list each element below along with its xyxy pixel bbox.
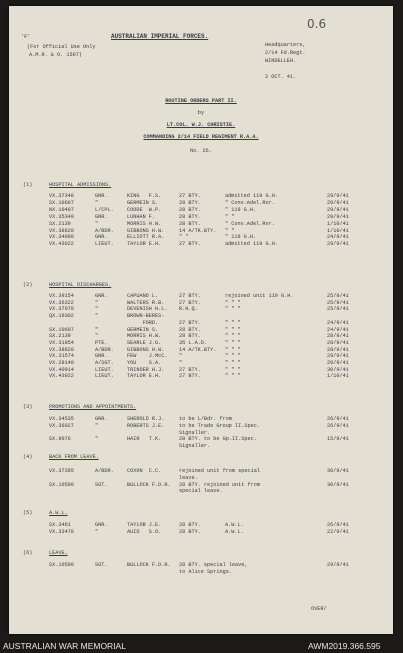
entry-no: VX.40914	[49, 366, 74, 373]
entry-unit: R.H.Q.	[179, 306, 198, 313]
entry-note: " " "	[225, 353, 241, 360]
entry-unit: 14 A/TK.BTY.	[179, 227, 217, 234]
entry-text: Signaller.	[179, 443, 211, 450]
entry-row	[9, 468, 393, 474]
entry-unit: 28 BTY.	[179, 206, 201, 213]
section-heading: PROMOTIONS AND APPOINTMENTS.	[49, 404, 137, 410]
entry-no: SX.2139	[49, 220, 71, 227]
section-heading: BACK FROM LEAVE.	[49, 454, 99, 460]
entry-date: 26/9/41	[327, 416, 349, 422]
entry-name: TAYLOR E.H.	[127, 373, 162, 380]
entry-text: to be L/Bdr. from	[179, 416, 232, 422]
entry-no: VX.31954	[49, 339, 74, 346]
entry-row	[9, 207, 393, 213]
entry-note: " " "	[225, 346, 241, 353]
entry-no: SX.10607	[49, 326, 74, 333]
entry-text: to Alice Springs.	[179, 569, 232, 576]
hq-line-3: WINDELLEH.	[265, 58, 297, 64]
archive-footer	[0, 639, 403, 653]
entry-row	[9, 293, 393, 299]
entry-no: VX.35349	[49, 213, 74, 220]
hq-line-2: 2/14 Fd.Regt.	[265, 50, 306, 56]
entry-rank: "	[95, 199, 99, 206]
entry-name: ELLIOTT R.A.	[127, 234, 165, 241]
entry-name: COXON C.C.	[127, 468, 162, 474]
entry-row	[9, 522, 393, 528]
entry-note: A.W.L.	[225, 522, 244, 528]
entry-rank: A/BDR.	[95, 346, 114, 353]
entry-unit: 28 BTY.	[179, 199, 201, 206]
entry-rank: GNR.	[95, 293, 108, 299]
entry-rank: "	[95, 313, 99, 320]
entry-row	[9, 416, 393, 422]
entry-date: 30/9/41	[327, 468, 349, 474]
entry-no: QX.19302	[49, 313, 74, 320]
entry-name: GERMEIN S.	[127, 199, 159, 206]
entry-no: NX.10407	[49, 206, 74, 213]
entry-date: 29/9/41	[327, 213, 349, 220]
entry-row	[9, 430, 393, 436]
entry-note: " " "	[225, 360, 241, 366]
entry-no: VX.39154	[49, 293, 74, 299]
entry-name: KING F.S.	[127, 193, 162, 199]
entry-row	[9, 306, 393, 312]
entry-text: 28 BTY. rejoined unit from	[179, 481, 260, 488]
entry-date: 26/9/41	[327, 422, 349, 429]
entry-rank: "	[95, 326, 99, 333]
entry-text: leave.	[179, 474, 198, 481]
entry-name: DEVENISH H.L.	[127, 306, 168, 313]
entry-note: rejoined unit 119 G.H.	[225, 293, 294, 299]
entry-date: 30/9/41	[327, 366, 349, 373]
entry-no: SX.9076	[49, 436, 71, 443]
entry-date: 1/10/41	[327, 227, 349, 234]
entry-rank: GNR.	[95, 213, 108, 220]
entry-unit: 27 BTY.	[179, 241, 201, 248]
section-heading: HOSPITAL DISCHARGES.	[49, 282, 112, 288]
entry-row	[9, 234, 393, 240]
entry-row	[9, 228, 393, 234]
entry-name: TAYLOR E.H.	[127, 241, 162, 248]
entry-unit: " "	[179, 234, 189, 241]
entry-rank: GNR.	[95, 234, 108, 241]
entry-name: CAPUANO L.	[127, 293, 159, 299]
orders-by: by	[197, 110, 205, 116]
entry-name: TRINDER H.J.	[127, 366, 165, 373]
entry-no: SX.3461	[49, 522, 71, 528]
entry-date: 29/9/41	[327, 353, 349, 360]
entry-row	[9, 300, 393, 306]
entry-row	[9, 475, 393, 481]
entry-rank: LIEUT.	[95, 241, 114, 248]
entry-name: LUNHAN F.	[127, 213, 156, 220]
entry-name: GIBBONS H.W.	[127, 346, 165, 353]
entry-name: ROBERTS J.E.	[127, 422, 165, 429]
entry-unit: 35 L.A.D.	[179, 339, 208, 346]
entry-date: 25/9/41	[327, 293, 349, 299]
entry-rank: LIEUT.	[95, 366, 114, 373]
entry-note: " " "	[225, 339, 241, 346]
entry-rank: SGT.	[95, 481, 108, 488]
entry-no: SX.10590	[49, 481, 74, 488]
entry-rank: "	[95, 306, 99, 313]
entry-unit: "	[179, 360, 183, 366]
section-number: (5)	[23, 510, 33, 516]
entry-no: VX.43022	[49, 373, 74, 380]
entry-unit: 27 BTY.	[179, 193, 201, 199]
entry-note: " Conv.Adel.Rvr.	[225, 220, 275, 227]
entry-row	[9, 443, 393, 449]
entry-rank: "	[95, 220, 99, 227]
entry-unit: 27 BTY.	[179, 366, 201, 373]
entry-row	[9, 569, 393, 575]
entry-no: SX.2139	[49, 333, 71, 340]
entry-row	[9, 347, 393, 353]
entry-rank: "	[95, 436, 99, 443]
handwritten-mark: 0.6	[307, 17, 327, 31]
entry-no: VX.34099	[49, 234, 74, 241]
hq-line-1: Headquarters,	[265, 42, 306, 48]
unit-name: COMMANDING 2/14 FIELD REGIMENT R.A.A.	[143, 134, 259, 140]
entry-no: VX.37395	[49, 468, 74, 474]
entry-note: " 119 G.H.	[225, 206, 257, 213]
entry-name: AUID S.O.	[127, 528, 162, 535]
entry-unit: 28 BTY.	[179, 213, 201, 220]
entry-note: admitted 119 G.H.	[225, 193, 278, 199]
entry-no: VX.28140	[49, 360, 74, 366]
entry-name: FORD.	[127, 319, 159, 326]
entry-row	[9, 529, 393, 535]
entry-no: SX.10607	[49, 199, 74, 206]
entry-note: " " "	[225, 333, 241, 340]
entry-unit: 27 BTY.	[179, 373, 201, 380]
entry-unit: "	[179, 353, 183, 360]
entry-date: 29/9/41	[327, 360, 349, 366]
official-use-line-1: (For Official Use Only	[27, 44, 96, 50]
entry-text: special leave.	[179, 488, 223, 495]
entry-rank: "	[95, 299, 99, 306]
entry-name: BULLOCK F.D.R.	[127, 562, 171, 568]
entry-note: " " "	[225, 366, 241, 373]
commander-name: LT.COL. W.J. CHRISTIE.	[166, 122, 236, 128]
entry-note: " " "	[225, 373, 241, 380]
entry-rank: "	[95, 528, 99, 535]
entry-unit: 28 BTY.	[179, 522, 201, 528]
entry-no: VX.43022	[49, 241, 74, 248]
entry-note: " " "	[225, 326, 241, 333]
entry-date: 29/9/41	[327, 206, 349, 213]
entry-note: A.W.L.	[225, 528, 244, 535]
entry-note: " Conv.Adel.Rvr.	[225, 199, 275, 206]
entry-date: 24/9/41	[327, 319, 349, 326]
entry-rank: A/SGT.	[95, 360, 114, 366]
entry-rank: GNR.	[95, 416, 108, 422]
entry-row	[9, 436, 393, 442]
entry-row	[9, 200, 393, 206]
entry-row	[9, 360, 393, 366]
entry-row	[9, 241, 393, 247]
official-use-line-2: A.M.R. & O. 1597)	[29, 52, 82, 58]
entry-name: HAIR T.K.	[127, 436, 162, 443]
entry-no: VX.31574	[49, 353, 74, 360]
entry-unit: 27 BTY.	[179, 319, 201, 326]
entry-name: FEW J.McC.	[127, 353, 168, 360]
entry-row	[9, 373, 393, 379]
order-date: 2 OCT. 41.	[265, 74, 297, 80]
entry-note: " " "	[225, 319, 241, 326]
entry-no: VX.36027	[49, 422, 74, 429]
entry-name: COODE W.P.	[127, 206, 162, 213]
entry-note: " 119 G.H.	[225, 234, 257, 241]
entry-name: TAYLOR J.E.	[127, 522, 162, 528]
entry-no: VX.36322	[49, 299, 74, 306]
entry-date: 29/9/41	[327, 562, 349, 568]
section-heading: LEAVE.	[49, 550, 68, 556]
entry-no: VX.38820	[49, 227, 74, 234]
section-number: (4)	[23, 454, 33, 460]
entry-note: " "	[225, 213, 235, 220]
orders-number: No. 26.	[190, 148, 212, 154]
entry-date: 24/9/41	[327, 326, 349, 333]
entry-date: 24/9/41	[327, 234, 349, 241]
over-note: OVER/	[311, 606, 327, 612]
entry-note: " " "	[225, 306, 241, 313]
entry-name: BROWN-BERES-	[127, 313, 165, 320]
entry-name: BULLOCK F.D.R.	[127, 481, 171, 488]
entry-name: MORRIS H.W.	[127, 333, 162, 340]
entry-note: " " "	[225, 299, 241, 306]
entry-name: WALTERS R.B.	[127, 299, 165, 306]
archive-reference: AWM2019.366.595	[308, 641, 381, 651]
section-heading: HOSPITAL ADMISSIONS.	[49, 182, 112, 188]
entry-date: 15/9/41	[327, 436, 349, 443]
entry-unit: 27 BTY.	[179, 293, 201, 299]
entry-name: GIBBONS H.W.	[127, 227, 165, 234]
document-title: AUSTRALIAN IMPERIAL FORCES.	[111, 33, 209, 40]
entry-date: 25/9/41	[327, 299, 349, 306]
entry-row	[9, 214, 393, 220]
entry-name: YOU S.A.	[127, 360, 162, 366]
entry-rank: GNR.	[95, 193, 108, 199]
entry-unit: 27 BTY.	[179, 299, 201, 306]
entry-no: VX.34535	[49, 416, 74, 422]
entry-no: VX.37348	[49, 193, 74, 199]
entry-name: SHEROLD R.J.	[127, 416, 165, 422]
entry-text: 28 BTY. to be Gp.II.Spec.	[179, 436, 257, 443]
entry-text: Signaller.	[179, 429, 211, 436]
entry-text: to be Trade Group II.Spec.	[179, 422, 260, 429]
entry-no: VX.37070	[49, 306, 74, 313]
entry-rank: LIEUT.	[95, 373, 114, 380]
entry-note: " "	[225, 227, 235, 234]
entry-date: 28/9/41	[327, 346, 349, 353]
entry-date: 26/9/41	[327, 522, 349, 528]
entry-rank: GNR.	[95, 353, 108, 360]
section-number: (2)	[23, 282, 33, 288]
entry-rank: SGT.	[95, 562, 108, 568]
section-number: (3)	[23, 404, 33, 410]
entry-row	[9, 367, 393, 373]
entry-date: 28/9/41	[327, 339, 349, 346]
entry-date: 29/9/41	[327, 193, 349, 199]
entry-name: MORRIS H.W.	[127, 220, 162, 227]
entry-date: 28/9/41	[327, 333, 349, 340]
archive-name: AUSTRALIAN WAR MEMORIAL	[3, 641, 126, 651]
entry-no: VX.33478	[49, 528, 74, 535]
entry-row	[9, 353, 393, 359]
entry-date: 22/9/41	[327, 528, 349, 535]
entry-rank: GNR.	[95, 522, 108, 528]
entry-row	[9, 327, 393, 333]
entry-no: VX.38820	[49, 346, 74, 353]
entry-row	[9, 562, 393, 568]
entry-row	[9, 193, 393, 199]
entry-text: rejoined unit from special	[179, 468, 260, 474]
entry-unit: 28 BTY.	[179, 333, 201, 340]
section-heading: A.W.L.	[49, 510, 68, 516]
entry-no: SX.10590	[49, 562, 74, 568]
entry-row	[9, 423, 393, 429]
entry-row	[9, 333, 393, 339]
entry-rank: A/BDR.	[95, 227, 114, 234]
entry-date: 30/9/41	[327, 481, 349, 488]
entry-rank: L/CPL.	[95, 206, 114, 213]
entry-note: admitted 119 G.H.	[225, 241, 278, 248]
entry-date: 1/10/41	[327, 220, 349, 227]
entry-unit: 28 BTY.	[179, 326, 201, 333]
entry-date: 29/9/41	[327, 241, 349, 248]
entry-name: GERMEIN S.	[127, 326, 159, 333]
section-number: (6)	[23, 550, 33, 556]
entry-unit: 28 BTY.	[179, 220, 201, 227]
entry-row	[9, 221, 393, 227]
entry-row	[9, 313, 393, 319]
orders-title: ROUTINE ORDERS PART II.	[165, 98, 237, 104]
entry-row	[9, 482, 393, 488]
entry-name: SEARLE J.G.	[127, 339, 162, 346]
entry-date: 1/10/41	[327, 373, 349, 380]
entry-unit: 28 BTY.	[179, 528, 201, 535]
form-number: 'F'	[21, 34, 31, 40]
entry-rank: PTE.	[95, 339, 108, 346]
entry-unit: 14 A/TK.BTY.	[179, 346, 217, 353]
section-number: (1)	[23, 182, 33, 188]
entry-rank: A/BDR.	[95, 468, 114, 474]
entry-rank: "	[95, 333, 99, 340]
entry-row	[9, 340, 393, 346]
entry-text: 28 BTY. special leave,	[179, 562, 248, 568]
entry-row	[9, 488, 393, 494]
entry-row	[9, 320, 393, 326]
entry-date: 29/9/41	[327, 199, 349, 206]
entry-date: 25/9/41	[327, 306, 349, 313]
entry-rank: "	[95, 422, 99, 429]
document-page	[9, 6, 393, 634]
